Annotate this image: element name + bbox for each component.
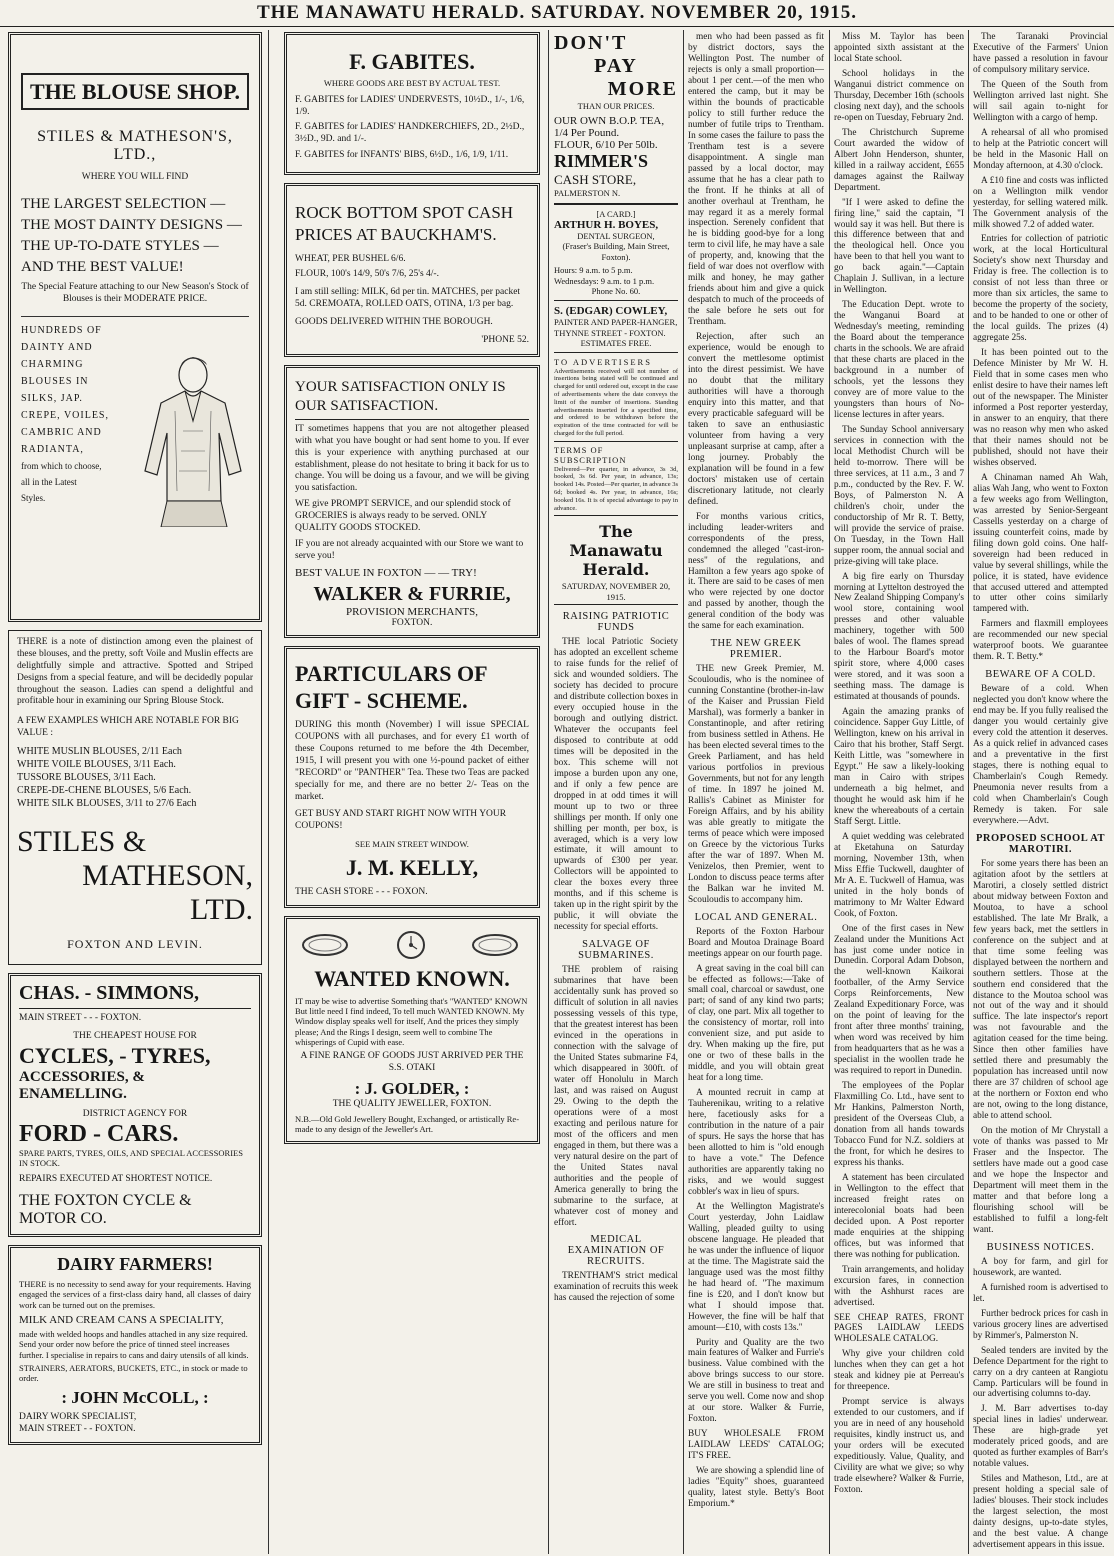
news-item: The Queen of the South from Wellington arrived last night. She will sail again to-night for Wellington with a cargo of hemp. [973,79,1108,123]
simmons-ad [8,973,262,1237]
get-busy: GET BUSY AND START RIGHT NOW WITH YOUR COUPONS! [295,809,507,832]
betty-notice: We are showing a splendid line of ladies "Equity" shoes, guaranteed quality, latest style. Betty's Boot Emporium.* [688,1466,824,1510]
stiles-name: STILES & [17,825,147,858]
spare-parts: SPARE PARTS, TYRES, OILS, AND SPECIAL ACCESSORIES IN STOCK. [19,1147,243,1168]
simmons-title: CHAS. - SIMMONS, [19,982,251,1009]
boyes-hours: Hours: 9 a.m. to 5 p.m. Wednesdays: 9 a.m. to 1 p.m. [554,265,655,286]
cycles-tyres: CYCLES, - TYRES, [19,1042,211,1068]
cans-speciality: MILK AND CREAM CANS A SPECIALITY, [19,1313,224,1326]
john-mccoll: : JOHN McCOLL, : [61,1387,209,1407]
advertisers-notice [554,357,678,442]
bauckham-milk: I am still selling: MILK, 6d per tin. MATCHES, per packet 5d. CREMOATA, ROLLED OATS, OTINA, 1/3 per bag. [295,286,521,309]
boyes-name: ARTHUR H. BOYES, [554,219,659,232]
example-item: WHITE MUSLIN BLOUSES, 2/11 Each [17,746,182,757]
news-item: The employees of the Poplar Flaxmilling Co. Ltd., have sent to Mr Hankins, Palmerston North, president of the Overseas Club, a donation from all hands towards Tobacco Fund for N.Z. soldiers at the front, for which he desires to express his thanks. [834,1081,964,1168]
than-our-prices: THAN OUR PRICES. [577,101,655,111]
local-item: Reports of the Foxton Harbour Board and Moutoa Drainage Board meetings appear on our fourth page. [688,926,824,959]
golder-name: : J. GOLDER, : [354,1079,470,1099]
see-window: SEE MAIN STREET WINDOW. [355,839,469,850]
walker-p3: IF you are not already acquainted with our Store we want to serve you! [295,538,524,561]
submarines-text: THE problem of raising submarines that have been accidentally sunk has proved so difficult of solution in all navies possessing vessels of this type, that the greatest interest has been evinced in the operations in connection with the salvage of the United States submarine F4, which disappeared in 300ft. of water off Honolulu in March last, and was raised on August 29. Owing to the depth the operations were of a most exacting and perilous nature for most of the officers and men engaged in them, but there was a very natural desire on the part of the United States naval authorities and the people of America generally to bring the submarine to the surface, at whatever cost of money and effort. [554,965,678,1228]
foxton-cycle-company: THE FOXTON CYCLE & MOTOR CO. [19,1192,192,1228]
cowley-ad [554,305,678,353]
bop-tea: OUR OWN B.O.P. TEA, 1/4 Per Pound. [554,115,665,140]
school-text: On the motion of Mr Chrystall a vote of thanks was passed to Mr Fraser and the Inspector. The settlers have made out a good case and we hope the Inspector and Department will meet them in the matter and that before long a flourishing school will be established to fulfil a long-felt want. [973,1126,1108,1235]
hundreds-line: DAINTY AND [21,341,93,353]
recruits-continued: men who had been passed as fit by district doctors, says the Wellington Post. The number of rejects is only a small proportion—about 1 per cent.—of the men who entered the camp, but it may be within the bounds of practicable policy to still further reduce the number of futile trips to Trentham. In some cases the failure to pass the Trentham test is a severe disappointment. A single man passed by a local doctor, may assume that he has a clear path to the front. If he thinks at all of another overhaul at Trentham, he may regard it as a merely formal inspection. Serenely confident that he is bidding good-bye for a long term to civil life, he may have a sale of property, and, knowing that the field of war does not overflow with milk and honey, he may gather friends about him and give a quick despatch to much of the proceeds of the sale before he sets out for Trentham. [688,32,824,328]
fine-range: A FINE RANGE OF GOODS JUST ARRIVED PER THE S.S. OTAKI [300,1051,524,1074]
dairy-street: MAIN STREET - - FOXTON. [19,1423,136,1434]
local-head: LOCAL AND GENERAL. [694,911,818,923]
example-item: WHITE SILK BLOUSES, 3/11 to 27/6 Each [17,798,197,809]
dairy-ad [8,1245,262,1444]
example-item: CREPE-DE-CHENE BLOUSES, 5/6 Each. [17,785,192,796]
selection-line: THE MOST DAINTY DESIGNS — [21,217,242,234]
hundreds-line: from which to choose, [21,460,102,471]
blouse-shop-ad [8,32,262,622]
golder-ad [284,916,540,1143]
laidlaw-notice: BUY WHOLESALE FROM LAIDLAW LEEDS' CATALOG; IT'S FREE. [688,1429,824,1462]
subscription-text: Delivered—Per quarter, in advance, 3s 3d, booked, 3s 6d. Per year, in advance, 13s; booked 14s. Posted—Per quarter, in advance 3s 6d; booked 4s. Per year, in advance, 16s; booked 16s. It is of special advantage to pay in advance. [554,465,678,512]
local-item: A mounted recruit in camp at Tauherenikau, writing to a relative here, facetiously asks for a contribution in the nature of a pair of spurs. He says the horse that has been allotted to him is "old enough to have a vote." The Defence authorities are apparently taking no risks, and we would suggest cobbler's wax in lieu of spurs. [688,1088,824,1197]
rimmer-flour: FLOUR, 6/10 Per 50lb. [554,139,658,152]
gift-scheme-title: PARTICULARS OF GIFT - SCHEME. [295,661,487,713]
news-item: Prompt service is always extended to our customers, and if you are in need of any household requisites, kindly instruct us, and your orders will be executed expeditiously. Value, Quality, and Civility are what we give; so why trade elsewhere? Walker & Furrie, Foxton. [834,1397,964,1496]
news-item: Farmers and flaxmill employees are recommended our new special waterproof boots. We guarantee them. R. T. Betty.* [973,619,1108,663]
pay-text: PAY [594,55,638,77]
quality-jeweller: THE QUALITY JEWELLER, FOXTON. [332,1099,492,1110]
news-item: School holidays in the Wanganui district commence on Thursday, December 16th (schools closing next day), and the schools re-open on Tuesday, February 2nd. [834,68,964,123]
bauckham-ad [284,183,540,357]
provision-merchants: PROVISION MERCHANTS, [345,605,479,618]
column-1 [8,32,262,1552]
dont-text: DON'T [554,32,628,54]
greek-head: THE NEW GREEK PREMIER. [710,638,802,661]
dairy-text: THERE is no necessity to send away for your requirements. Having engaged the services of a first-class dairy hand, all classes of dairy work can be turned out on the premises. [19,1278,251,1310]
column-rule [829,30,830,1554]
subscription-notice [554,445,678,517]
gabites-sub: WHERE GOODS ARE BEST BY ACTUAL TEST. [323,78,501,89]
old-gold-note: N.B.—Old Gold Jewellery Bought, Exchanged, or artistically Re-made to any design of the Jeweller's Art. [295,1114,520,1135]
news-item: A £10 fine and costs was inflicted on a Wellington milk vendor yesterday, for selling watered milk. The Government analysis of the milk showed 7.2 of added water. [973,175,1108,230]
news-item: Why give your children cold lunches when they can get a hot steak and kidney pie at Perreau's for threepence. [834,1349,964,1393]
news-item: The Sunday School anniversary services in connection with the local Methodist Church will be held to-morrow. There will be three services, at 11 a.m., 3 and 7 p.m., conducted by the Rev. F. W. Boys, of Palmerston N. A children's choir, under the conductorship of Mr R. T. Betty, will provide the service of praise. On Tuesday, in the Town Hall supper room, the annual social and prize-giving will take place. [834,424,964,567]
cans-detail: made with welded hoops and handles attached in any size required. Send your order now before the price of tinned steel increases further. I specialise in repairs to cans and dairy utensils of all kinds. [19,1328,249,1360]
news-item: A big fire early on Thursday morning at Lyttelton destroyed the New Zealand Shipping Company's wool store, containing wool presses and other valuable machinery, together with 500 bales of wool. The flames spread to the Harbour Board's motor spirit store, where 4,000 cases were stored, and it was soon a seething mass. The damage is estimated at thousands of pounds. [834,571,964,703]
bauckham-wheat: WHEAT, PER BUSHEL 6/6. [295,254,406,265]
column-5 [834,32,964,1552]
cash-store-title: CASH STORE, [554,172,637,188]
where-you-will-find: WHERE YOU WILL FIND [81,172,189,183]
column-rule [268,30,269,1554]
gabites-line: F. GABITES for LADIES' HANDKERCHIEFS, 2D., 2½D., 3½D., 9D. and 1/-. [295,122,525,145]
news-item: Again the amazing pranks of coincidence. Sapper Guy Little, of Wellington, knew on his arrival in Cairo that his brother, Staff Sergt. Keith Little, was "somewhere in Egypt." He saw a likely-looking man in Cairo with stripes underneath a big helmet, and thought he would ask him if he knew the whereabouts of a certain Staff Sergt. Little. [834,707,964,827]
cold-text: Beware of a cold. When neglected you don't know where the end may be. If you fully realised the danger you would certainly give every cold the attention it deserves. As a quick relief in advanced cases and a preventative in the first stages, there is nothing equal to Chamberlain's Cough Remedy. Pneumonia never results from a cold when Chamberlain's Cough Remedy is taken. For sale everywhere.—Advt. [973,684,1108,826]
column-6 [973,32,1108,1552]
dairy-work: DAIRY WORK SPECIALIST, [19,1411,137,1422]
news-item: "If I were asked to define the firing line," said the captain, "I would say it was hell. But there is this difference between that and the theological hell. Once you have been to that hell you want to go back again."—Captain Chaplain J. Sullivan, in a lecture in Wellington. [834,197,964,296]
district-agency: DISTRICT AGENCY FOR [82,1108,188,1119]
hundreds-line: all in the Latest [21,476,77,487]
example-item: TUSSORE BLOUSES, 3/11 Each. [17,772,156,783]
news-item: Entries for collection of patriotic work, at the local Horticultural Society's show next Thursday and Friday is free. The collection is to consist of not less than three or more than six articles, the same to become the property of the society, and to be handed to one or other of the local guilds. The prizes (4) aggregate 25s. [973,234,1108,344]
news-item: A Chinaman named Ah Wah, alias Wah Jang, who went to Foxton a few weeks ago from Wellington, was arrested by Senior-Sergeant Cassells yesterday on a charge of issuing counterfeit coins, made by filing down gold coins. One half-sovereign had been reduced in value by several shillings, while the police, it is stated, have evidence that accused uttered and attempted to utter other coins similarly tampered with. [973,472,1108,615]
submarines-head: SALVAGE OF SUBMARINES. [578,939,654,962]
card-label: [A CARD.] [596,208,636,219]
hundreds-list [21,325,131,503]
recruits-head: MEDICAL EXAMINATION OF RECRUITS. [567,1234,665,1268]
gabites-line: F. GABITES for INFANTS' BIBS, 6½D., 1/6, 1/9, 1/11. [295,150,509,161]
estimates-free: ESTIMATES FREE. [580,337,652,348]
selection-line: THE LARGEST SELECTION — [21,196,226,213]
news-item: The Education Dept. wrote to the Wanganui Board at Wednesday's meeting, reminding the Board about the temperance charts in the schools. We are afraid that these charts are placed in the background in a number of schools, yet the lessons they convey are of more value to the youngsters than hours of No-license lectures in after years. [834,300,964,420]
example-item: WHITE VOILE BLOUSES, 3/11 Each. [17,759,176,770]
kelly-ad [284,646,540,908]
column-rule [968,30,969,1554]
stiles-matheson-firm: STILES & MATHESON'S, LTD., [37,128,233,164]
school-text: For some years there has been an agitation afoot by the settlers at Marotiri, a closely settled district about midway between Foxton and Moutoa, to have a school established. The late Mr Bralk, a few years back, met the settlers in conference on the subject and at that time some feeling was displayed between the northern and southern settlers. Those at the southern end considered that the distance to the Moutoa school was not out of the way and it should suffice. The late inspector's report was not favourable and the agitation ceased for the time being. Since then other families have settled there and presumably the population has increased until now there are 37 children of school age at the northern or Foxton end who are not, owing to the long distance, able to attend school. [973,858,1108,1122]
news-item: A statement has been circulated in Wellington to the effect that increased freight rates on interecolonial boats had been decided upon. A Post reporter made enquiries at the shipping offices, but was informed that there was nothing for publication. [834,1172,964,1260]
news-item: Train arrangements, and holiday excursion fares, in connection with the Ashhurst races are advertised. [834,1264,964,1308]
jewellery-illustration [295,925,527,961]
bauckham-phone: 'PHONE 52. [481,334,529,345]
strainers: STRAINERS, AERATORS, BUCKETS, ETC., in stock or made to order. [19,1363,248,1384]
walker-furrie-ad [284,365,540,638]
simmons-street: MAIN STREET - - - FOXTON. [19,1013,142,1023]
cowley-trade: PAINTER AND PAPER-HANGER, [554,317,678,328]
recruits-continued: Rejection, after such an experience, would be enough to convert the mettlesome optimist into the direst pessimist. We have no doubt that the military authorities will have a thorough enquiry into this matter, and that every practicable safeguard will be taken to save an enthusiastic volunteer from having a very unpleasant surprise at camp, after a long journey. Probably the explanation will be found in a few doctors' mistaken use of certain discretionary latitude, not clearly defined. [688,332,824,507]
distinction-text: THERE is a note of distinction among even the plainest of these blouses, and the pretty, soft Voile and Muslin effects are delightfully simple and attractive. Spotted and Striped Designs from a special feature, and will be decidedly popular throughout the season. Ladies can spend a delightful and profitable hour in examining our Spring Blouse Stock. [17,637,253,707]
local-item: A great saving in the coal bill can be effected as follows:—Take of small coal, charcoal or sawdust, one part; of sand of any kind two parts; of clay, one part. Mix all together to the consistency of mortar, roll into convenient size, and put aside to dry. When making up the fire, put one or two of these balls in the middle, and you will obtain great heat for a long time. [688,963,824,1084]
boyes-address: (Fraser's Building, Main Street, Foxton). [562,241,670,262]
hundreds-line: BLOUSES IN [21,375,89,387]
notice-item: A furnished room is advertised to let. [973,1282,1108,1304]
repairs-notice: REPAIRS EXECUTED AT SHORTEST NOTICE. [19,1174,213,1185]
selection-line: THE UP-TO-DATE STYLES — [21,238,219,255]
rimmer-ad [554,32,678,205]
patriotic-text: THE local Patriotic Society has adopted an excellent scheme to raise funds for the relief of sick and wounded soldiers. The society has decided to procure and distribute collection boxes in every occupied house in the borough and outlying district. Whatever the occupants feel disposed to contribute at odd times will be deposited in the box. This scheme will not impose a burden upon any one, and if only a few pence are dropped in at odd times it will mount up to two or three shillings per month. If only one shilling per month, per box, is averaged, which is a very low estimate, it will amount to upwards of £300 per year. Collectors will be appointed to clear the boxes every three months, and if this scheme is taken up in the right spirit by the public, it will obviate the necessity for special efforts. [554,637,678,933]
column-rule [548,30,549,1554]
recruits-text: TRENTHAM'S strict medical examination of recruits this week has caused the rejection of some [554,1271,678,1304]
blouse-illustration [131,351,253,527]
news-item: It has been pointed out to the Defence Minister by Mr W. H. Field that in some cases men who enlist desire to have their names left out of the newspaper. The Minister informed a Post reporter yesterday, in answer to an enquiry, that there was no reason why men who asked that their names should not be published, should not have their wishes observed. [973,348,1108,468]
masthead: THE MANAWATU HERALD. SATURDAY. NOVEMBER 20, 1915. [0,0,1114,27]
boyes-phone: Phone No. 60. [591,285,641,296]
news-item: Miss M. Taylor has been appointed sixth assistant at the local State school. [834,32,964,64]
hundreds-line: CREPE, VOILES, [21,409,109,421]
news-item: One of the first cases in New Zealand under the Munitions Act has just come under notice in Dunedin. Corporal Adam Dobson, the well-known Kaikorai footballer, of the Army Service Corps Reinforcements, New Zealand Expeditionary Force, was on the point of leaving for the front after three months' training, when word was received by him from headquarters that as he was a specialist in the woollen trade he was required to report in Dunedin. [834,923,964,1077]
cold-head: BEWARE OF A COLD. [985,669,1096,681]
gabites-title: F. GABITES. [349,49,475,74]
ford-cars: FORD - CARS. [19,1120,179,1147]
subscription-head: TERMS OF SUBSCRIPTION [554,444,627,466]
column-2 [284,32,540,1552]
selection-lines [21,196,249,276]
more-text: MORE [607,78,678,100]
blouse-shop-title: THE BLOUSE SHOP. [21,73,249,110]
cowley-name: S. (EDGAR) COWLEY, [554,305,668,318]
bauckham-title: ROCK BOTTOM SPOT CASH PRICES AT BAUCKHAM'S. [295,203,514,245]
column-3 [554,32,678,1552]
gabites-line: F. GABITES for LADIES' UNDERVESTS, 10½D., 1/-, 1/6, 1/9. [295,94,525,117]
walker-furrie-name: WALKER & FURRIE, [313,582,511,605]
gabites-ad [284,32,540,175]
walker-p1: IT sometimes happens that you are not altogether pleased with what you have bought or had sent home to you. If ever this is your experience with anything purchased at our establishment, please do not hesitate to bring it back for us to change. You will be doing us a favour, and we will be giving you satisfaction. [295,423,529,494]
notice-item: Sealed tenders are invited by the Defence Department for the right to carry on a dry canteen at Rangiotu Camp. Particulars will be found in our advertising columns to-day. [973,1345,1108,1400]
hundreds-line: Styles. [21,492,46,503]
news-item: A rehearsal of all who promised to help at the Patriotic concert will be held in the Masonic Hall on Monday afternoon, at 4.30 o'clock. [973,127,1108,171]
news-item: A quiet wedding was celebrated at Eketahuna on Saturday morning, November 13th, when Miss Effie Tuckwell, daughter of Mr A. E. Tuckwell of Hamua, was united in the holy bonds of matrimony to Mr Walter Edward Cook, of Foxton. [834,831,964,919]
rimmers-name: RIMMER'S [554,151,648,172]
kelly-name: J. M. KELLY, [345,855,479,881]
dateline: SATURDAY, NOVEMBER 20, 1915. [554,581,678,605]
notice-item: A boy for farm, and girl for housework, are wanted. [973,1256,1108,1278]
selection-line: AND THE BEST VALUE! [21,259,184,276]
blouse-details [8,630,262,965]
walker-p2: WE give PROMPT SERVICE, and our splendid stock of GROCERIES is always ready to be served. ONLY QUALITY GOODS STOCKED. [295,499,511,533]
hundreds-line: SILKS, JAP. [21,392,83,404]
best-value: BEST VALUE IN FOXTON — — TRY! [295,566,477,579]
advertisers-text: Advertisements received will not number of insertions being stated will be continued and charged for until ordered out, except in the case of advertisements where the date conveys the limit of the number of insertions. Standing advertisements inserted for a specified time, and ordered to be withdrawn before the expiration of the time contracted for will be charged for the full period. [554,367,678,438]
satisfaction-title: YOUR SATISFACTION ONLY IS OUR SATISFACTION. [295,378,529,420]
local-item: At the Wellington Magistrate's Court yesterday, John Laidlaw Walling, pleaded guilty to using obscene language. He pleaded that he was under the influence of liquor at the time. The Magistrate said the language used was the most filthy he had heard of. "The maximum fine is £20, and I don't know but what I should impose that. However, the fine will be half that amount—£10, with costs 13s." [688,1201,824,1333]
local-item: Purity and Quality are the two main features of Walker and Furrie's business. Value combined with the above brings success to our store. We are still in business to treat and serve you well. Come now and shop at our store. Walker & Furrie, Foxton. [688,1337,824,1425]
cowley-street: THYNNE STREET - FOXTON. [554,327,666,338]
palmerston: PALMERSTON N. [554,188,621,199]
special-feature-text: The Special Feature attaching to our New Season's Stock of Blouses is their MODERATE PRICE. [21,282,249,305]
patriotic-head: RAISING PATRIOTIC FUNDS [562,611,670,634]
accessories: ACCESSORIES, & ENAMELLING. [19,1068,145,1102]
advertisers-head: TO ADVERTISERS [554,357,652,368]
news-item: The Christchurch Supreme Court awarded the widow of Albert John Henderson, shunter, killed in a railway accident, £655 damages against the Railway Department. [834,127,964,193]
hundreds-line: HUNDREDS OF [21,324,102,336]
news-item: SEE CHEAP RATES, FRONT PAGES LAIDLAW LEEDS WHOLESALE CATALOG. [834,1312,964,1345]
examples-heading: A FEW EXAMPLES WHICH ARE NOTABLE FOR BIG VALUE : [17,716,239,739]
notices-head: BUSINESS NOTICES. [986,1241,1095,1253]
bauckham-flour: FLOUR, 100's 14/9, 50's 7/6, 25's 4/-. [295,269,439,280]
column-4 [688,32,824,1552]
wanted-known-verse: IT may be wise to advertise Something that's "WANTED" KNOWN But little need I find indeed, To tell much WANTED KNOWN. My Window display speaks well for itself, And the prices they simply please; And the Rings I design, seem well to combine The whisperings of Cupid with ease. [295,995,528,1048]
notice-item: Further bedrock prices for cash in various grocery lines are advertised by Rimmer's, Palmerston N. [973,1308,1108,1341]
notice-item: J. M. Barr advertises to-day special lines in ladies' underwear. These are high-grade yet moderately priced goods, and are quoted as further examples of Barr's notable values. [973,1404,1108,1470]
gift-scheme-text: DURING this month (November) I will issue SPECIAL COUPONS with all purchases, and for every £1 worth of these Coupons returned to me before the 4th December, 1915, I will present you with one ½-pound packet of either "RECORD" or "PANTHER" Tea. These two Teas are packed specially for me, and there are no better 2/- Teas on the market. [295,720,529,802]
cheapest-house: THE CHEAPEST HOUSE FOR [73,1030,197,1041]
boyes-card [554,209,678,302]
notice-item: Stiles and Matheson, Ltd., are at present holding a special sale of ladies' blouses. Their stock includes the largest selection, the most dainty designs, up-to-date styles, and the best value. A change advertisement appears in this issue. [973,1474,1108,1551]
foxton-levin: FOXTON AND LEVIN. [67,937,203,951]
wanted-known-title: WANTED KNOWN. [314,966,510,992]
hundreds-line: CAMBRIC AND [21,426,102,438]
news-item: The Taranaki Provincial Executive of the Farmers' Union have passed a resolution in favour of compulsory military service. [973,32,1108,75]
school-head: PROPOSED SCHOOL AT MAROTIRI. [976,832,1105,855]
bauckham-delivered: GOODS DELIVERED WITHIN THE BOROUGH. [295,316,493,327]
hundreds-line: RADIANTA, [21,443,84,455]
newspaper-nameplate: The Manawatu Herald. [569,522,663,580]
matheson-name: MATHESON, LTD. [82,859,253,926]
cash-store: THE CASH STORE - - - FOXON. [295,887,428,898]
hundreds-line: CHARMING [21,358,84,370]
greek-text: THE new Greek Premier, M. Scouloudis, who is the nominee of cunning Constantine (brother-in-law of the Kaiser and Prussian Field Marshal), was formerly a banker in Constantinople, and after retiring from business settled in Athens. He has been elected several times to the Greek Parliament, and has held various portfolios in previous Governments, but not for any length of time. In 1897 he joined M. Rallis's Cabinet as Minister for Foreign Affairs, and by his ability was able greatly to mitigate the terms of peace which were imposed on Greece by the victorious Turks after the war of 1897. When M. Venizelos, then Premier, went to London to discuss peace terms after the Balkan war he invited M. Scouloudis to accompany him. [688,664,824,905]
dental-surgeon: DENTAL SURGEON, [577,231,655,242]
column-rule [683,30,684,1554]
walker-town: FOXTON. [391,617,433,628]
dairy-title: DAIRY FARMERS! [57,1254,213,1275]
recruits-continued: For months various critics, including leader-writers and correspondents of the press, condemned the alleged "cast-iron-ness" of the regulations, and Hamilton a few years ago spoke of it. There are said to be cases of men who were rejected by one doctor and passed by another, though the general condition of the body was the same for each examination. [688,511,824,632]
